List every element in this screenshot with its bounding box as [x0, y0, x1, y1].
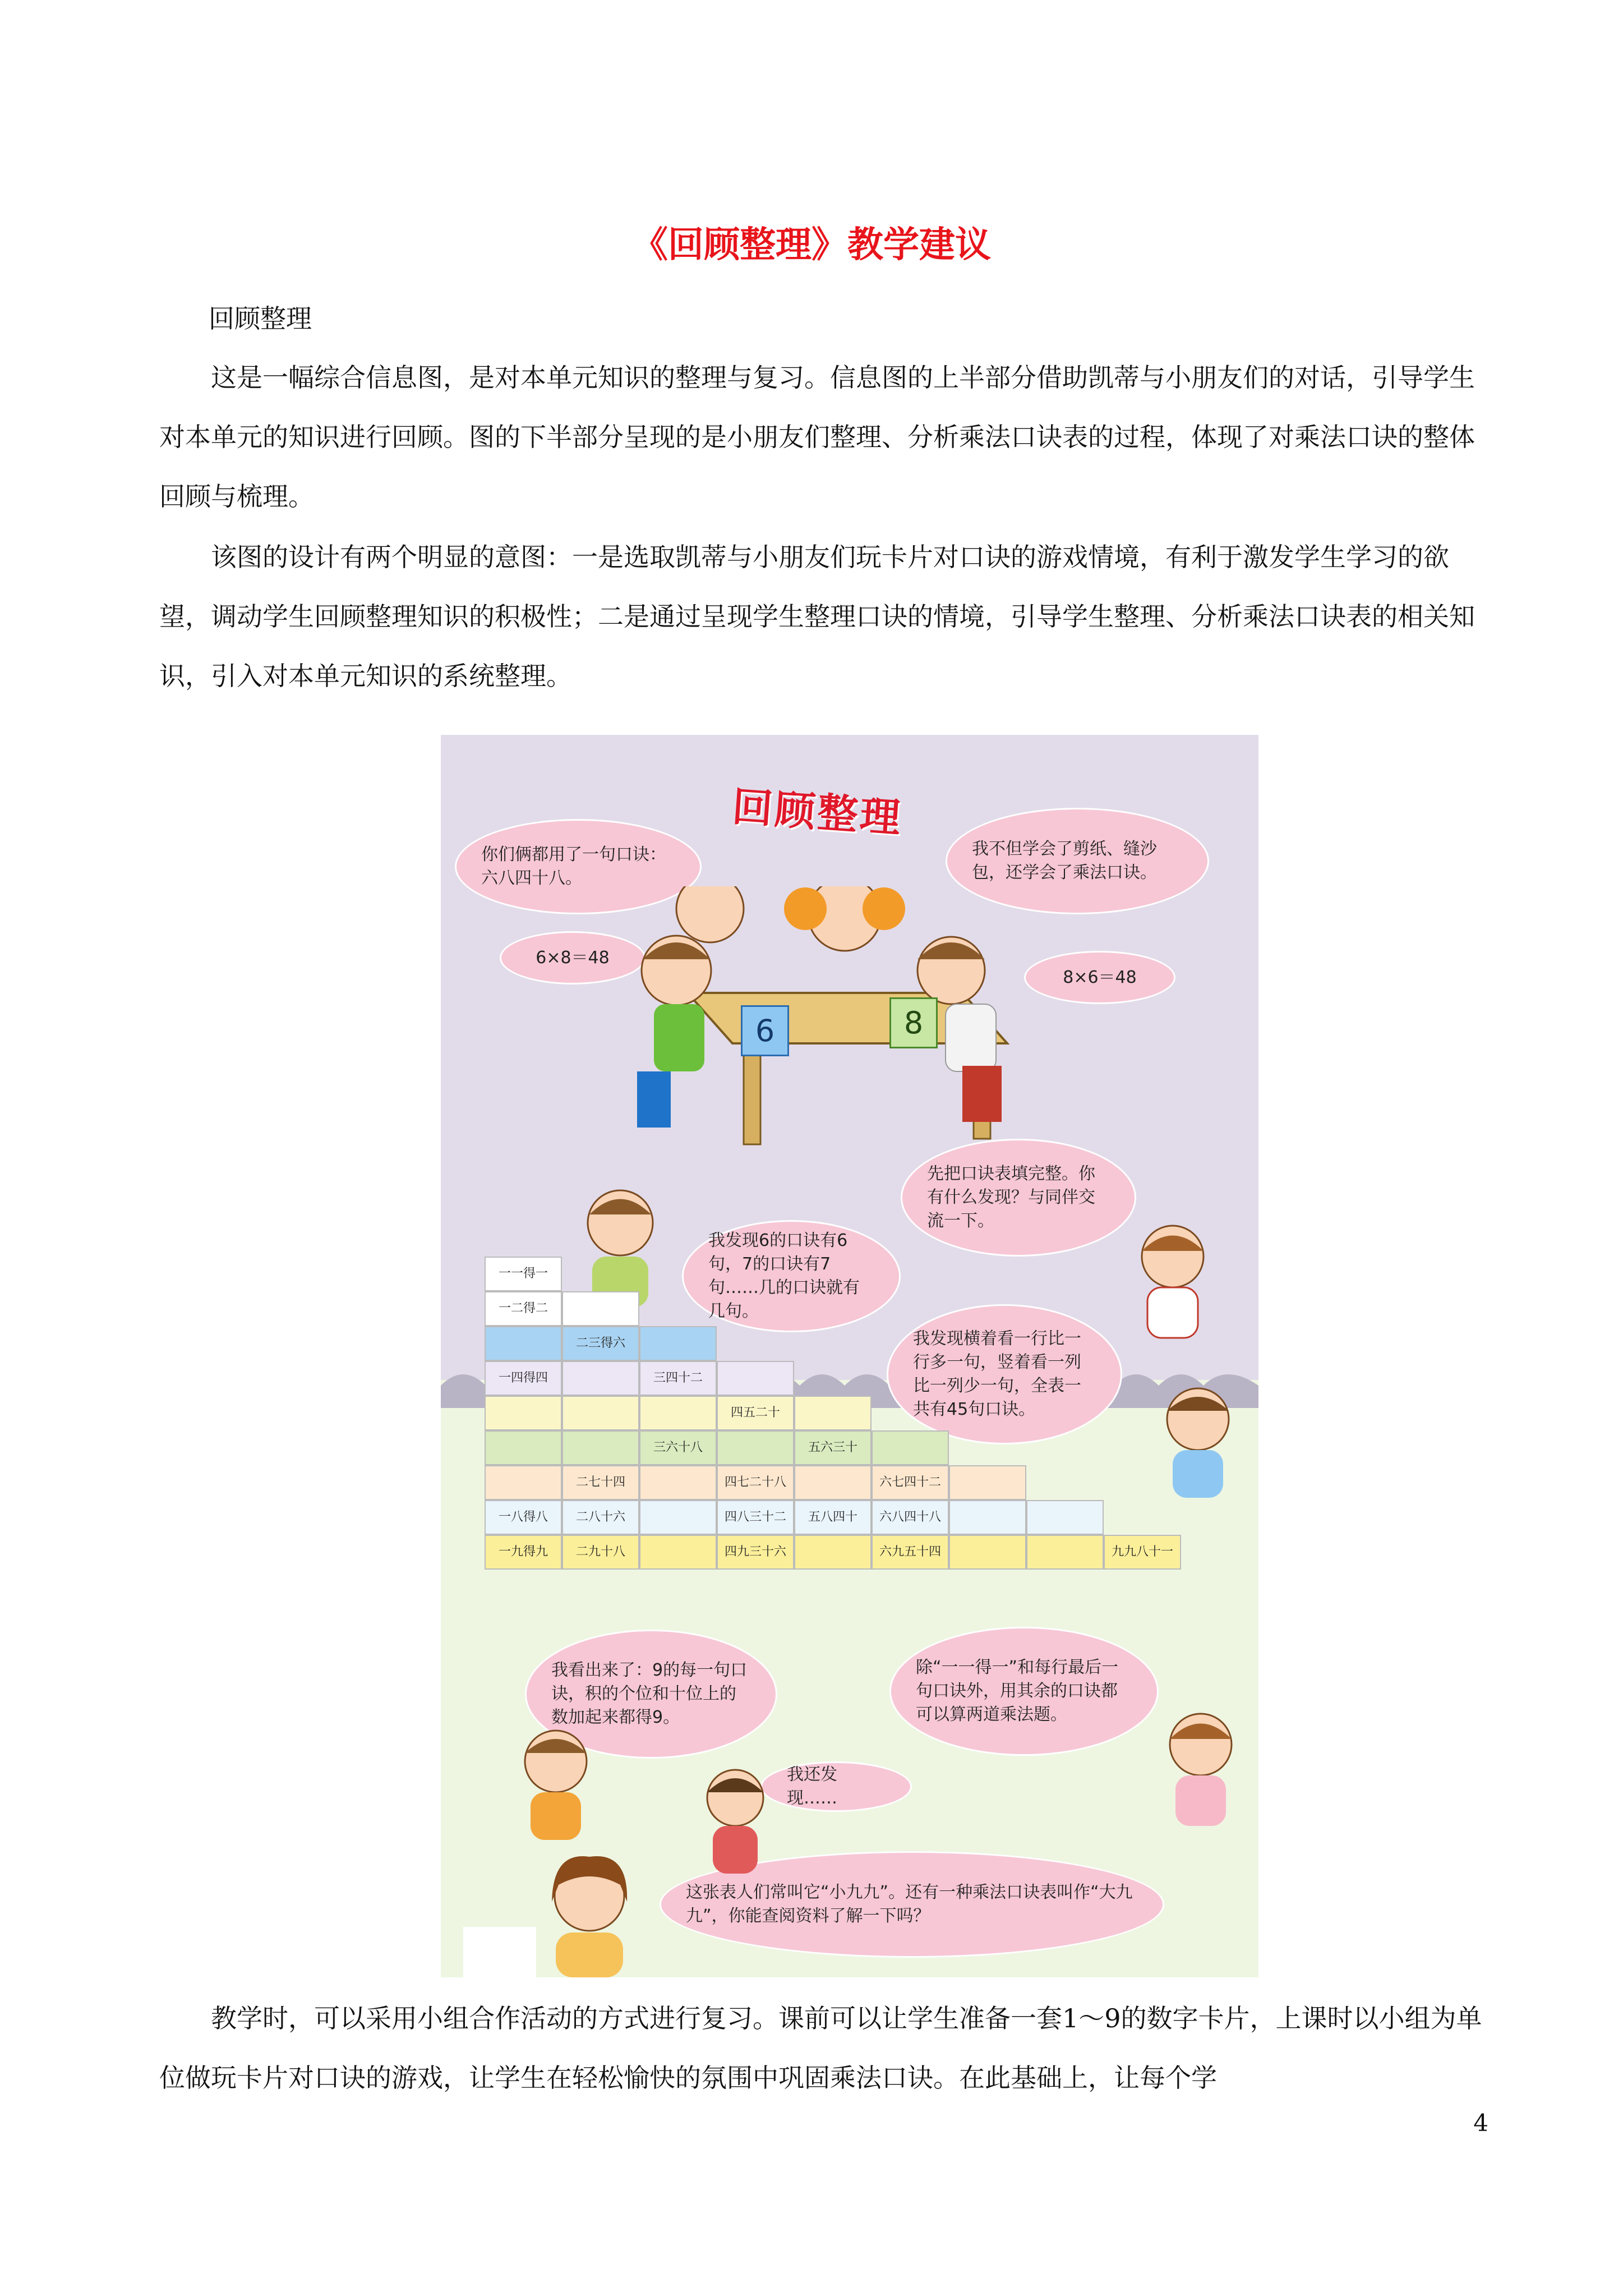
- girl-figure: [1131, 1217, 1215, 1341]
- table-cell: 二八十六: [562, 1500, 639, 1535]
- table-cell: [1026, 1500, 1104, 1535]
- table-cell: 四七二十八: [717, 1465, 794, 1500]
- page-title: 《回顾整理》教学建议: [632, 224, 991, 266]
- table-cell: 九九八十一: [1104, 1535, 1181, 1570]
- review-illustration: [441, 735, 1258, 1977]
- table-cell: [717, 1430, 794, 1465]
- table-cell: [562, 1430, 639, 1465]
- children-at-table: [603, 886, 1052, 1150]
- table-cell: [485, 1465, 562, 1500]
- table-cell: 一九得九: [485, 1535, 562, 1570]
- table-cell: [717, 1361, 794, 1396]
- table-cell: 四九三十六: [717, 1535, 794, 1570]
- paragraph-3: 教学时，可以采用小组合作活动的方式进行复习。课前可以让学生准备一套1～9的数字卡片，上课时以小组为单位做玩卡片对口诀的游戏，让学生在轻松愉快的氛围中巩固乘法口诀。在此基础上，让每个学: [159, 2003, 1482, 2093]
- teacher-figure: [531, 1851, 648, 1977]
- number-card-8: 8: [889, 997, 938, 1048]
- table-cell: [872, 1430, 949, 1465]
- speech-bubble: 6×8＝48: [500, 931, 645, 984]
- speech-bubble: 我发现6的口诀有6句，7的口诀有7句……几的口诀就有几句。: [682, 1220, 901, 1332]
- table-cell: [794, 1535, 872, 1570]
- speech-bubble: 我看出来了：9的每一句口诀，积的个位和十位上的数加起来都得9。: [525, 1630, 777, 1759]
- table-cell: 一一得一: [485, 1257, 562, 1291]
- table-cell: [562, 1291, 639, 1326]
- table-cell: 四五二十: [717, 1396, 794, 1430]
- table-cell: [485, 1396, 562, 1430]
- table-cell: 六八四十八: [872, 1500, 949, 1535]
- paragraph-2: 该图的设计有两个明显的意图：一是选取凯蒂与小朋友们玩卡片对口诀的游戏情境，有利于激发学生学习的欲望，调动学生回顾整理知识的积极性；二是通过呈现学生整理口诀的情境，引导学生整理、分析乘法口诀表的相关知识，引入对本单元知识的系统整理。: [159, 542, 1475, 691]
- table-cell: 四八三十二: [717, 1500, 794, 1535]
- table-cell: 六九五十四: [872, 1535, 949, 1570]
- table-cell: [794, 1396, 872, 1430]
- table-cell: [794, 1465, 872, 1500]
- boy-figure: [575, 1184, 665, 1307]
- table-cell: 三四十二: [639, 1361, 717, 1396]
- boy-figure: [699, 1761, 772, 1874]
- speech-bubble: 我还发现……: [760, 1761, 912, 1812]
- table-cell: 一八得八: [485, 1500, 562, 1535]
- figure-title: 回顾整理: [731, 783, 905, 842]
- table-cell: [485, 1430, 562, 1465]
- table-cell: 五六三十: [794, 1430, 872, 1465]
- number-card-6: 6: [741, 1005, 789, 1056]
- table-cell: 六七四十二: [872, 1465, 949, 1500]
- speech-bubble: 你们俩都用了一句口诀：六八四十八。: [455, 819, 702, 914]
- speech-bubble: 这张表人们常叫它“小九九”。还有一种乘法口诀表叫作“大九九”，你能查阅资料了解一下吗？: [660, 1851, 1164, 1958]
- speech-bubble: 我发现横着看一行比一行多一句，竖着看一列比一列少一句，全表一共有45句口诀。: [887, 1304, 1122, 1444]
- table-cell: [949, 1465, 1026, 1500]
- table-cell: 五八四十: [794, 1500, 872, 1535]
- table-cell: [639, 1465, 717, 1500]
- boy-figure: [514, 1722, 598, 1840]
- table-cell: 一四得四: [485, 1361, 562, 1396]
- table-cell: 一二得二: [485, 1291, 562, 1326]
- table-cell: [639, 1535, 717, 1570]
- table-cell: 二七十四: [562, 1465, 639, 1500]
- page-number: 4: [1473, 2109, 1488, 2137]
- paragraph-1: 这是一幅综合信息图，是对本单元知识的整理与复习。信息图的上半部分借助凯蒂与小朋友们的对话，引导学生对本单元的知识进行回顾。图的下半部分呈现的是小朋友们整理、分析乘法口诀表的过程，体现了对乘法口诀的整体回顾与梳理。: [159, 362, 1475, 512]
- boy-figure: [1153, 1380, 1243, 1498]
- table-cell: 二三得六: [562, 1326, 639, 1361]
- table-cell: [639, 1500, 717, 1535]
- table-cell: [639, 1396, 717, 1430]
- table-cell: [639, 1326, 717, 1361]
- table-cell: 三六十八: [639, 1430, 717, 1465]
- table-cell: [949, 1500, 1026, 1535]
- table-cell: [1026, 1535, 1104, 1570]
- subheading: 回顾整理: [209, 303, 312, 334]
- speech-bubble: 8×6＝48: [1024, 951, 1175, 1004]
- table-cell: [562, 1361, 639, 1396]
- speech-bubble: 先把口诀表填完整。你有什么发现？与同伴交流一下。: [901, 1139, 1136, 1257]
- white-patch: [463, 1927, 536, 1977]
- table-cell: [485, 1326, 562, 1361]
- table-cell: 二九十八: [562, 1535, 639, 1570]
- table-cell: [562, 1396, 639, 1430]
- girl-figure: [1159, 1705, 1243, 1829]
- table-cell: [949, 1535, 1026, 1570]
- speech-bubble: 除“一一得一”和每行最后一句口诀外，用其余的口诀都可以算两道乘法题。: [889, 1627, 1159, 1756]
- speech-bubble: 我不但学会了剪纸、缝沙包，还学会了乘法口诀。: [946, 808, 1209, 914]
